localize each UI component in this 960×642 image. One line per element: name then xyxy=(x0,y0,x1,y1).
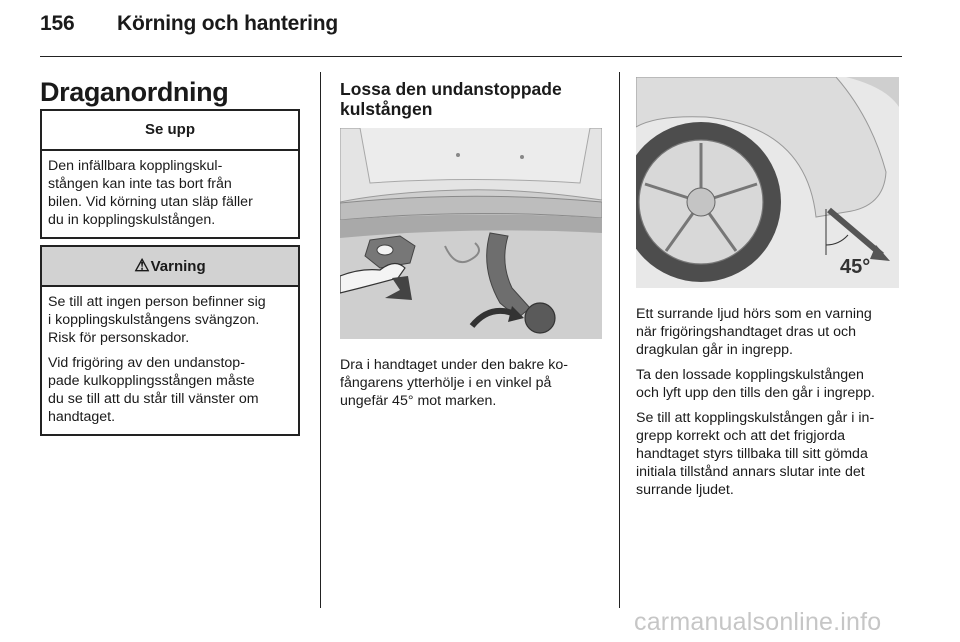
wheel-figure xyxy=(636,77,899,288)
wheel-illustration xyxy=(636,77,899,288)
warning-header xyxy=(42,247,298,287)
angle-label: 45° xyxy=(840,256,871,278)
warning-title: Varning xyxy=(150,258,206,275)
warning-paragraph: Vid frigöring av den undanstop- pade kulkopplingsstången måste du se till att du står till vänster om handtaget. xyxy=(48,355,259,425)
warning-triangle-icon: ⚠ xyxy=(134,256,150,275)
column3-paragraph: Ta den lossade kopplingskulstången och lyft upp den tills den går i ingrepp. xyxy=(636,367,875,401)
column3-paragraph: Se till att kopplingskulstången går i in- grepp korrekt och att det frigjorda handtaget styrs tillbaka till sitt gömda initiala tillstånd annars slutar inte det surrande ljudet. xyxy=(636,410,875,498)
bumper-handle-figure xyxy=(340,128,602,339)
watermark: carmanualsonline.info xyxy=(634,608,882,636)
warning-paragraph: Se till att ingen person befinner sig i kopplingskulstångens svängzon. Risk för personskador. xyxy=(48,294,266,346)
bumper-handle-illustration xyxy=(340,128,602,339)
column2-heading: Lossa den undanstoppade kulstången xyxy=(340,79,562,119)
column-divider-2 xyxy=(619,72,620,608)
column2-text: Dra i handtaget under den bakre ko- fångarens ytterhölje i en vinkel på ungefär 45° mot marken. xyxy=(340,357,568,409)
page-number: 156 xyxy=(40,12,75,35)
caution-text: Den infällbara kopplingskul- stången kan inte tas bort från bilen. Vid körning utan släp fäller du in kopplingskulstången. xyxy=(48,158,253,228)
column3-paragraph: Ett surrande ljud hörs som en varning när frigöringshandtaget dras ut och dragkulan går in ingrepp. xyxy=(636,306,872,358)
caution-title: Se upp xyxy=(42,111,298,151)
column3-text xyxy=(636,305,906,506)
page-title: Draganordning xyxy=(40,77,229,107)
section-title: Körning och hantering xyxy=(117,12,338,35)
header-rule xyxy=(40,56,902,57)
caution-box xyxy=(40,109,300,239)
column-divider-1 xyxy=(320,72,321,608)
warning-box xyxy=(40,245,300,436)
